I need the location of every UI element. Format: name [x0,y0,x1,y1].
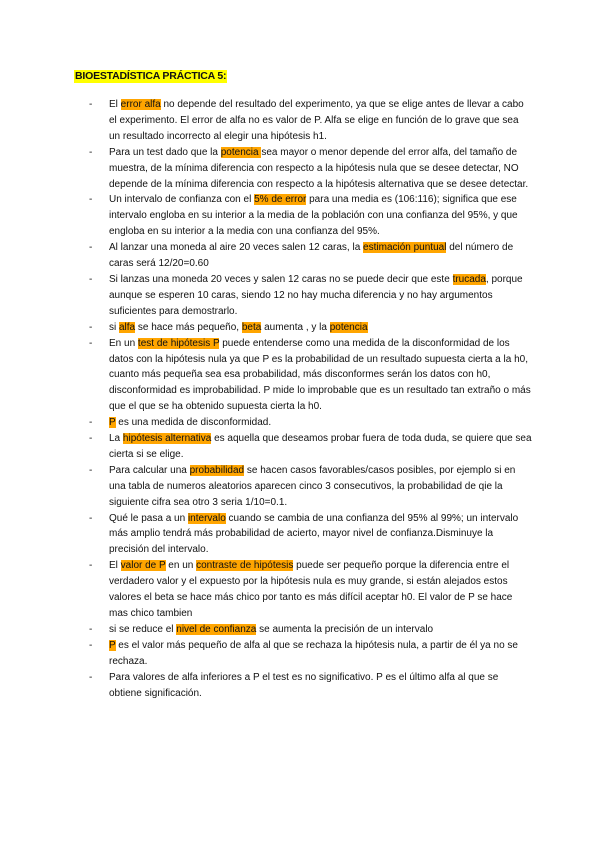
item-text: es una medida de disconformidad. [115,417,272,429]
item-text: sea mayor o menor depende del error alfa, del tamaño de muestra, de la mínima diferencia con respecto a la hipótesis nula que se desee detectar, NO depende de la mínima diferencia con respecto a la hipótesis alternativa que se desee detectar. [109,146,529,190]
item-text: es el valor más pequeño de alfa al que se rechaza la hipótesis nula, a partir de él ya no se rechaza. [109,639,518,667]
highlighted-term: hipótesis alternativa [122,433,212,445]
highlighted-term: error alfa [120,99,161,110]
bullet-dash: - [89,417,93,429]
item-text: Al lanzar una moneda al aire 20 veces salen 12 caras, la [109,242,364,254]
bullet-dash: - [89,623,93,635]
item-text: , porque aunque se esperen 10 caras, siendo 12 no hay mucha diferencia y no hay argumentos suficientes para demostrarlo. [109,273,523,317]
bullet-dash: - [89,242,93,254]
list-item [72,145,532,193]
list-item [72,240,532,272]
item-text: Qué le pasa a un [109,512,188,524]
bullet-dash: - [89,321,93,333]
bullet-dash: - [89,99,93,110]
item-text: para una media es (106:116); significa que ese intervalo engloba en su interior a la media de la población con una confianza del 95%, y que engloba en su interior a la media con una confianza del 95%. [109,194,518,238]
item-text: si se reduce el [109,623,177,635]
item-text: La [109,433,123,445]
highlighted-term: P [109,417,116,429]
list-item [72,558,532,622]
highlighted-term: beta [241,321,262,333]
highlighted-term: 5% de error [254,194,307,206]
list-item [72,272,532,320]
list-item [72,336,532,416]
item-text: El [109,560,121,572]
bullet-dash: - [89,671,93,683]
bullet-dash: - [89,512,93,524]
bullet-dash: - [89,433,93,445]
item-text: del número de caras será 12/20=0.60 [109,242,514,270]
list-item [72,97,532,145]
item-text: en un [165,560,197,572]
item-text: se hace más pequeño, [135,321,242,333]
bullet-list [72,97,532,701]
highlighted-term: valor de P [120,560,166,572]
item-text: Para un test dado que la [109,146,221,158]
bullet-dash: - [89,639,93,651]
list-item [72,192,532,240]
item-text: es aquella que deseamos probar fuera de toda duda, se quiere que sea cierta si se elige. [109,433,532,460]
highlighted-term: trucada [452,273,486,285]
list-item [72,638,532,670]
highlighted-term: probabilidad [189,464,245,476]
item-text: puede entenderse como una medida de la disconformidad de los datos con la hipótesis nula ya que P es la probabilidad de un resultado supuesta cierta a la h0, cuanto más pequeña sea esa probabilidad, más disconformes serán los datos con h0, disconformidad es improbabilidad. P mide lo improbable que es un resultado tan extraño o más que el que se ha obtenido supuesta cierta la h0. [109,337,531,413]
highlighted-term: contraste de hipótesis [196,560,294,572]
item-text: puede ser pequeño porque la diferencia entre el verdadero valor y el expuesto por la hipótesis nula es muy grande, si están alejados estos valores el beta se hace más chico por tanto es más difícil aceptar h0. El valor de P se hace mas chico tambien [109,560,513,619]
highlighted-term: test de hipótesis P [137,337,220,349]
item-text: aumenta , y la [261,321,330,333]
bullet-dash: - [89,464,93,476]
list-item [72,463,532,511]
item-text: Un intervalo de confianza con el [109,194,255,206]
list-item [72,320,532,336]
item-text: Si lanzas una moneda 20 veces y salen 12 caras no se puede decir que este [109,273,453,285]
list-item [72,622,532,638]
highlighted-term: intervalo [187,512,226,524]
highlighted-term: potencia [220,146,262,158]
highlighted-term: nivel de confianza [176,623,257,635]
item-text: El [109,99,121,110]
highlighted-term: estimación puntual [363,242,447,254]
bullet-dash: - [89,273,93,285]
list-item [72,511,532,559]
list-item [72,415,532,431]
bullet-dash: - [89,560,93,572]
item-text: no depende del resultado del experimento, ya que se elige antes de llevar a cabo el experimento. El error de alfa no es valor de P. Alfa se elige en función de lo grave que sea un resultado incorrecto al elegir una hipótesis h1. [109,99,524,142]
item-text: Para calcular una [109,464,190,476]
highlighted-term: alfa [119,321,136,333]
item-text: cuando se cambia de una confianza del 95% al 99%; un intervalo más amplio tendrá más probabilidad de acierto, mayor nivel de confianza.Disminuye la precisión del intervalo. [109,512,519,556]
item-text: se hacen casos favorables/casos posibles, por ejemplo si en una tabla de numeros aleatorios aparecen cinco 3 consecutivos, la probabilidad de qie la siguiente cifra sea otro 3 seria 1/10=0.1. [109,464,516,508]
item-text: se aumenta la precisión de un intervalo [256,623,434,635]
list-item [72,670,532,702]
page-title: BIOESTADÍSTICA PRÁCTICA 5: [75,70,227,82]
bullet-dash: - [89,194,93,206]
item-text: Para valores de alfa inferiores a P el test es no significativo. P es el último alfa al que se obtiene significación. [109,671,499,699]
item-text: si [109,321,119,333]
bullet-dash: - [89,146,93,158]
highlighted-term: potencia [329,321,368,333]
item-text: En un [109,337,138,349]
bullet-dash: - [89,337,93,349]
highlighted-term: P [109,639,116,651]
list-item [72,431,532,463]
